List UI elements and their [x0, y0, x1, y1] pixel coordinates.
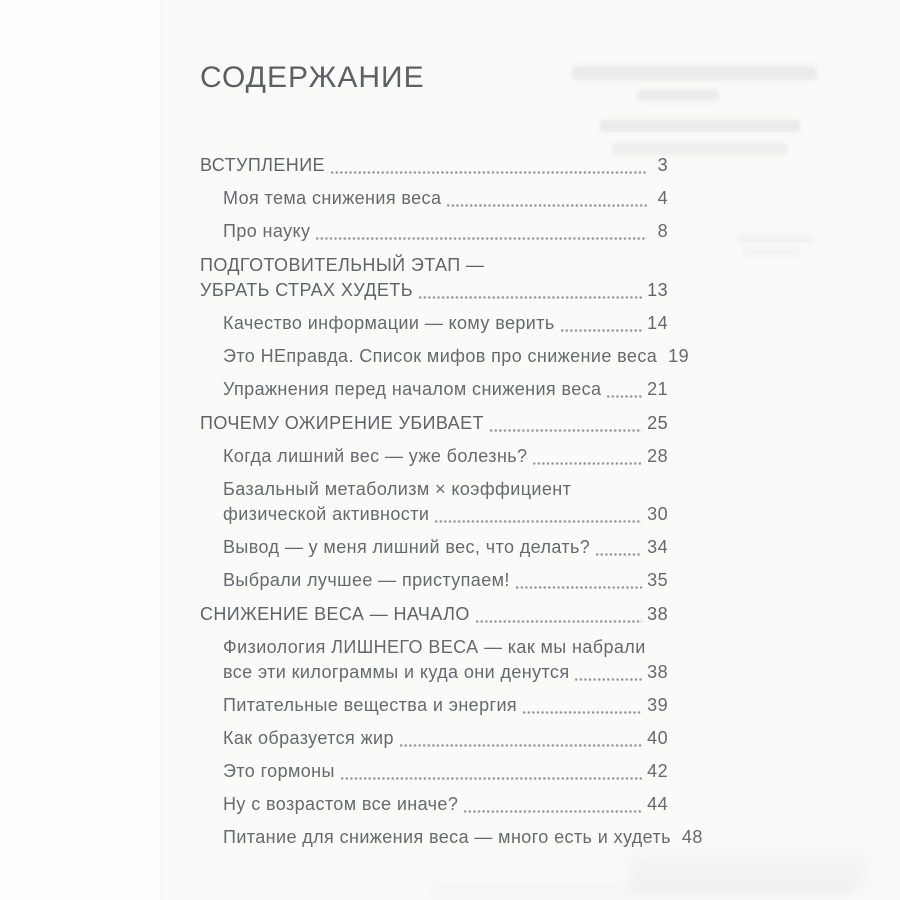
toc-page-number: 34 [647, 537, 668, 557]
toc-entry-line [200, 186, 668, 211]
toc-entry-line [200, 411, 668, 436]
toc-page-number: 14 [647, 313, 668, 333]
dot-leader [516, 586, 642, 589]
toc-section-heading [200, 153, 668, 178]
toc-sub-entry [200, 377, 668, 402]
toc-sub-entry [200, 635, 668, 685]
dot-leader [316, 237, 647, 240]
toc-page-number: 42 [647, 761, 668, 781]
table-of-contents [200, 153, 703, 850]
toc-page-number: 30 [647, 504, 668, 524]
toc-entry-label: Как образуется жир [223, 728, 394, 748]
toc-entry-label: Про науку [223, 221, 311, 241]
toc-entry-line [200, 660, 668, 685]
toc-entry-label: СНИЖЕНИЕ ВЕСА — НАЧАЛО [200, 604, 470, 624]
toc-page-number: 38 [647, 662, 668, 682]
bleedthrough-ghost [742, 247, 800, 255]
toc-page-number: 13 [647, 280, 668, 300]
toc-entry-line [200, 726, 668, 751]
toc-page-number: 28 [647, 446, 668, 466]
toc-entry-label: физической активности [223, 504, 430, 524]
toc-page-number: 8 [657, 221, 668, 241]
toc-sub-entry [200, 792, 668, 817]
toc-page-number: 25 [647, 413, 668, 433]
toc-entry-line [200, 635, 668, 660]
dot-leader [331, 171, 647, 174]
dot-leader [561, 329, 643, 332]
toc-entry-label: Питание для снижения веса — много есть и худеть [223, 827, 671, 847]
dot-leader [464, 810, 642, 813]
toc-entry-label: ПОЧЕМУ ОЖИРЕНИЕ УБИВАЕТ [200, 413, 484, 433]
dot-leader [447, 204, 647, 207]
toc-entry-line [200, 278, 668, 303]
page-title: СОДЕРЖАНИЕ [200, 61, 425, 94]
toc-section-heading [200, 602, 668, 627]
toc-entry-line [200, 693, 668, 718]
toc-section-heading [200, 253, 668, 303]
toc-entry-label: Выбрали лучшее — приступаем! [223, 570, 510, 590]
toc-page-number: 21 [647, 379, 668, 399]
toc-entry-line [200, 535, 668, 560]
toc-sub-entry [200, 535, 668, 560]
toc-entry-label: Вывод — у меня лишний вес, что делать? [223, 537, 591, 557]
dot-leader [435, 520, 642, 523]
toc-page-number: 39 [647, 695, 668, 715]
toc-sub-entry [200, 186, 668, 211]
toc-entry-line [200, 759, 668, 784]
toc-page-number: 4 [657, 188, 668, 208]
dot-leader [523, 711, 642, 714]
toc-entry-line [200, 825, 703, 850]
toc-page-number: 44 [647, 794, 668, 814]
page-content [200, 0, 703, 858]
dot-leader [476, 620, 642, 623]
dot-leader [607, 395, 642, 398]
toc-entry-label: Базальный метаболизм × коэффициент [223, 479, 572, 499]
toc-entry-line [200, 153, 668, 178]
scan-noise [430, 884, 850, 898]
toc-entry-line [200, 377, 668, 402]
toc-sub-entry [200, 568, 668, 593]
toc-sub-entry [200, 444, 668, 469]
toc-sub-entry [200, 759, 668, 784]
toc-entry-label: Моя тема снижения веса [223, 188, 442, 208]
dot-leader [596, 553, 642, 556]
toc-page-number: 19 [668, 346, 689, 366]
toc-entry-label: Физиология ЛИШНЕГО ВЕСА — как мы набрали [223, 637, 646, 657]
dot-leader [419, 296, 642, 299]
toc-entry-label: Когда лишний вес — уже болезнь? [223, 446, 528, 466]
toc-entry-line [200, 344, 689, 369]
toc-entry-label: УБРАТЬ СТРАХ ХУДЕТЬ [200, 280, 413, 300]
toc-entry-label: Питательные вещества и энергия [223, 695, 518, 715]
toc-entry-label: все эти килограммы и куда они денутся [223, 662, 570, 682]
toc-sub-entry [200, 477, 668, 527]
toc-sub-entry [200, 693, 668, 718]
toc-section-heading [200, 411, 668, 436]
toc-page-number: 35 [647, 570, 668, 590]
toc-entry-line [200, 568, 668, 593]
toc-entry-line [200, 219, 668, 244]
bleedthrough-ghost [737, 234, 813, 243]
dot-leader [533, 462, 642, 465]
toc-entry-line [200, 444, 668, 469]
toc-entry-label: ВСТУПЛЕНИЕ [200, 155, 325, 175]
dot-leader [341, 777, 642, 780]
toc-sub-entry [200, 344, 689, 369]
dot-leader [400, 744, 642, 747]
toc-entry-line [200, 502, 668, 527]
toc-sub-entry [200, 825, 703, 850]
toc-entry-line [200, 792, 668, 817]
toc-entry-line [200, 311, 668, 336]
toc-entry-label: Ну с возрастом все иначе? [223, 794, 459, 814]
toc-entry-label: Упражнения перед началом снижения веса [223, 379, 602, 399]
toc-entry-line [200, 602, 668, 627]
toc-page-number: 38 [647, 604, 668, 624]
toc-page-number: 40 [647, 728, 668, 748]
toc-page-number: 48 [681, 827, 703, 847]
toc-entry-label: Качество информации — кому верить [223, 313, 555, 333]
toc-entry-line [200, 477, 668, 502]
toc-entry-label: Это гормоны [223, 761, 335, 781]
dot-leader [575, 678, 642, 681]
toc-sub-entry [200, 726, 668, 751]
toc-page-number: 3 [657, 155, 668, 175]
toc-sub-entry [200, 311, 668, 336]
toc-entry-label: ПОДГОТОВИТЕЛЬНЫЙ ЭТАП — [200, 255, 485, 275]
toc-entry-label: Это НЕправда. Список мифов про снижение веса [223, 346, 658, 366]
dot-leader [490, 429, 642, 432]
toc-entry-line [200, 253, 668, 278]
toc-sub-entry [200, 219, 668, 244]
